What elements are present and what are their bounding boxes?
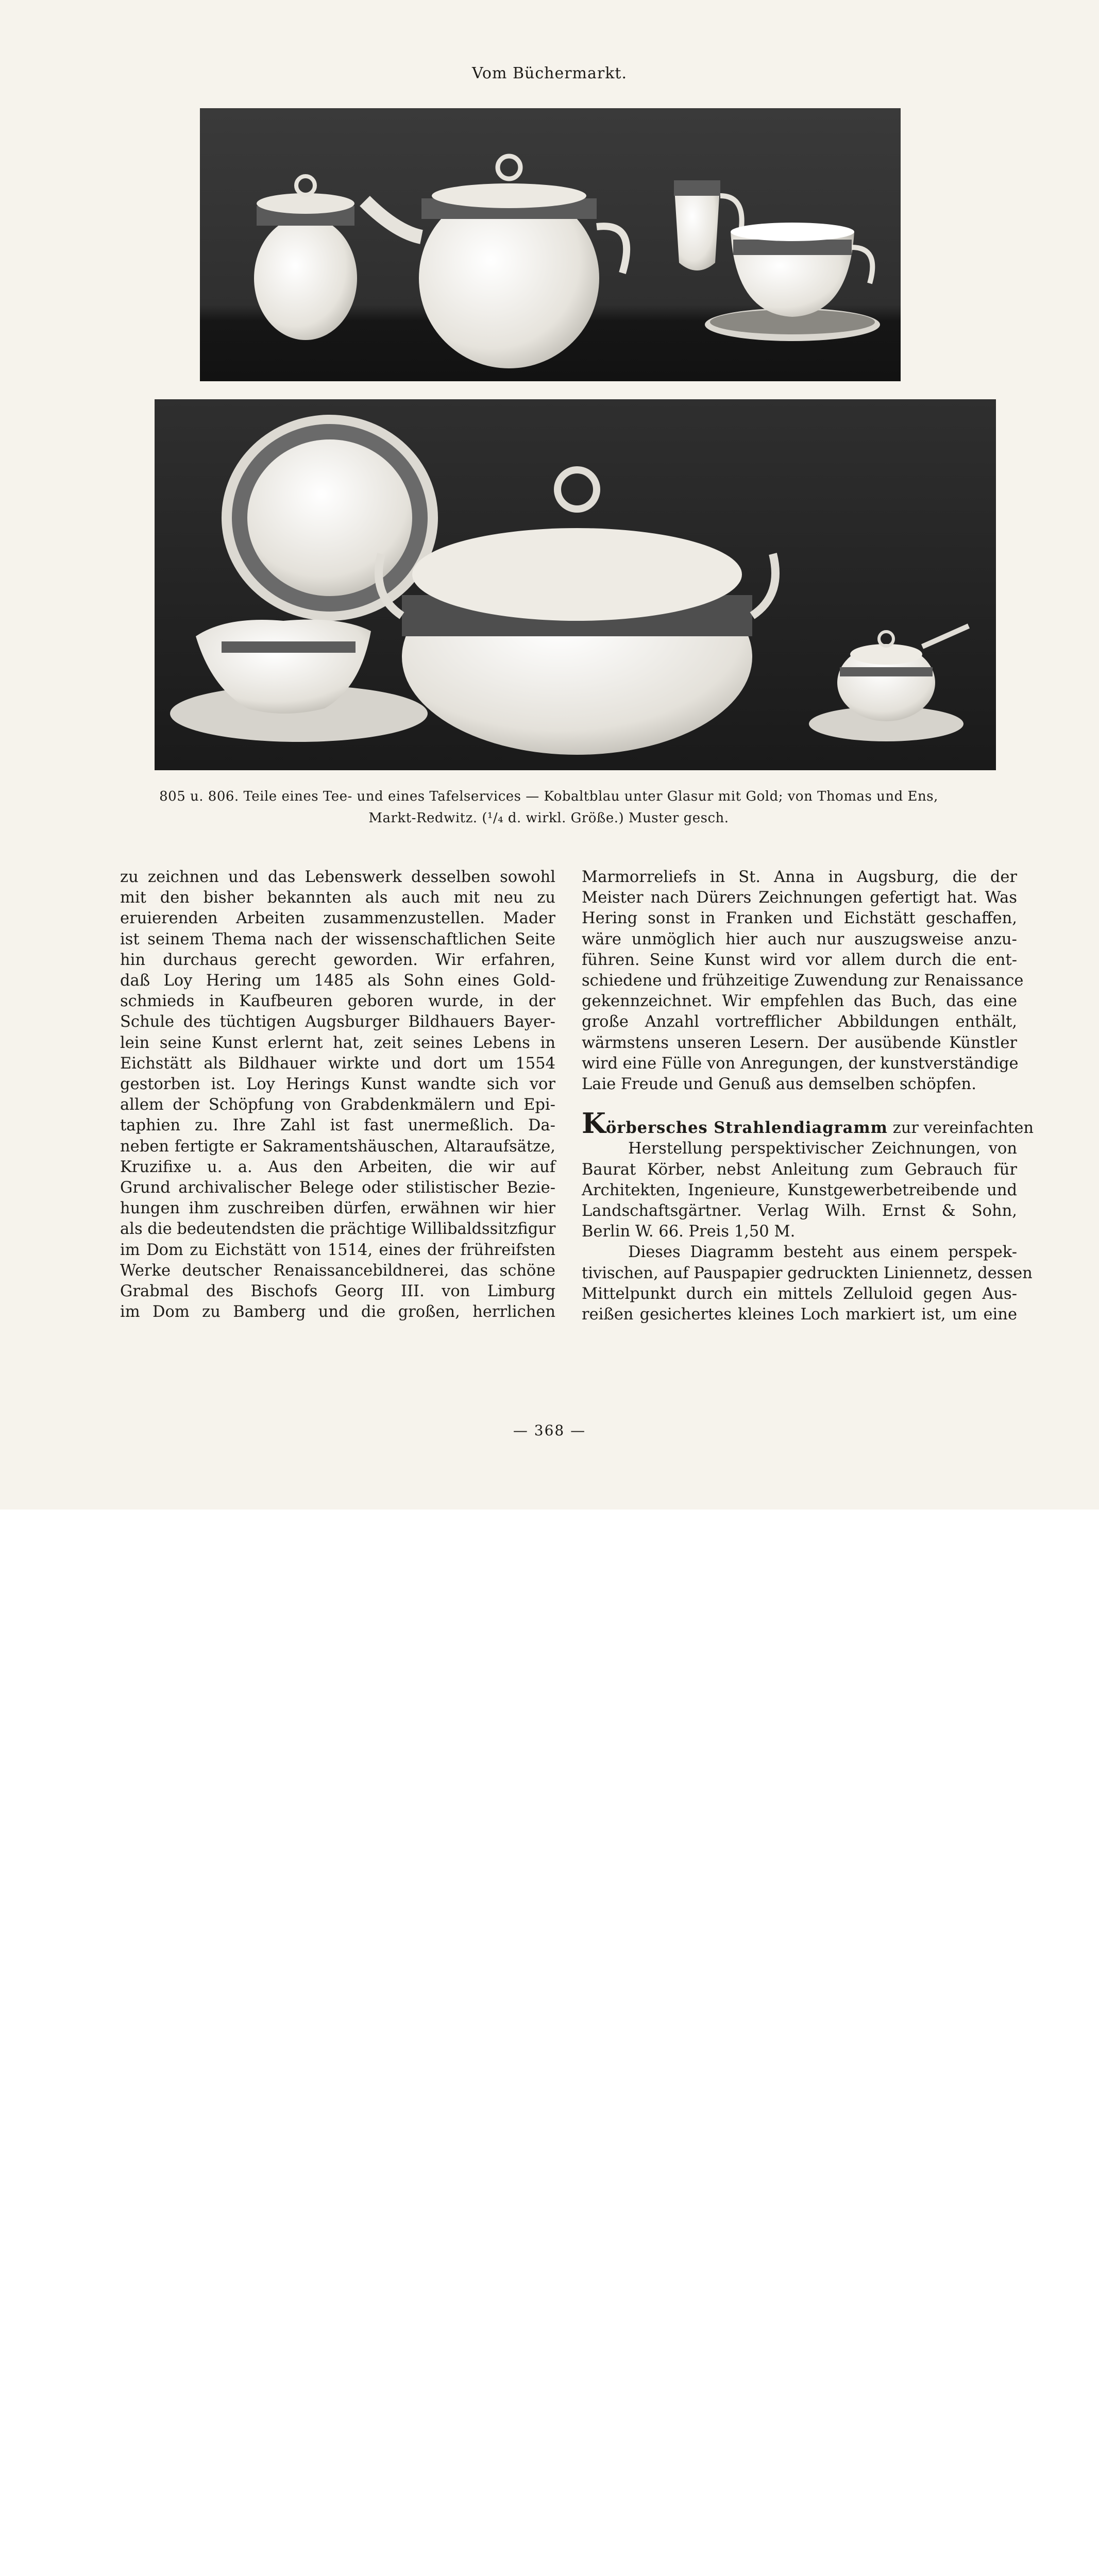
text-line: gekennzeichnet. Wir empfehlen das Buch, das eine: [582, 992, 1017, 1011]
text-line: eruierenden Arbeiten zusammenzustellen. Mader: [120, 909, 555, 928]
running-header: Vom Büchermarkt.: [472, 64, 627, 82]
review-heading: örbersches Strahlendiagramm: [605, 1118, 888, 1138]
text-line: im Dom zu Eichstätt von 1514, eines der frühreifsten: [120, 1241, 555, 1259]
text-line: Werke deutscher Renaissancebildnerei, das schöne: [120, 1261, 555, 1280]
text-line: Grabmal des Bischofs Georg III. von Limburg: [120, 1282, 555, 1301]
text-line: schmieds in Kaufbeuren geboren wurde, in der: [120, 992, 555, 1011]
text-line: schiedene und frühzeitige Zuwendung zur Renaissance: [582, 972, 1024, 990]
text-line: Dieses Diagramm besteht aus einem perspek-: [628, 1243, 1017, 1262]
text-line: Herstellung perspektivischer Zeichnungen, von: [628, 1140, 1017, 1158]
drop-cap: K: [582, 1107, 606, 1140]
text-line: gestorben ist. Loy Herings Kunst wandte sich vor: [120, 1075, 555, 1094]
digitization-footer: [0, 1510, 1099, 1611]
text-line: daß Loy Hering um 1485 als Sohn eines Gold-: [120, 972, 555, 990]
text-line: große Anzahl vortrefflicher Abbildungen enthält,: [582, 1013, 1017, 1031]
text-line: Baurat Körber, nebst Anleitung zum Gebrauch für: [582, 1160, 1017, 1179]
dinner-service-photo: [155, 399, 996, 770]
text-line: Meister nach Dürers Zeichnungen gefertigt hat. Was: [582, 889, 1017, 907]
text-line: lein seine Kunst erlernt hat, zeit seines Lebens in: [120, 1033, 555, 1052]
text-line: hin durchaus gerecht geworden. Wir erfahren,: [120, 951, 555, 969]
text-line: wäre unmöglich hier auch nur auszugsweise anzu-: [582, 930, 1017, 948]
caption-line-1: 805 u. 806. Teile eines Tee- und eines Tafelservices — Kobaltblau unter Glasur mit Gold; von Thomas und Ens,: [159, 789, 938, 804]
text-line: reißen gesichertes kleines Loch markiert ist, um eine: [582, 1306, 1017, 1324]
text-line: Hering sonst in Franken und Eichstätt geschaffen,: [582, 909, 1017, 928]
text-line: Berlin W. 66. Preis 1,50 M.: [582, 1223, 796, 1241]
figure-caption: [77, 786, 1020, 829]
text-line: Grund archivalischer Belege oder stilistischer Bezie-: [120, 1179, 555, 1197]
review-heading-line: [582, 1107, 1034, 1140]
text-line: zur vereinfachten: [887, 1119, 1034, 1138]
text-line: Mittelpunkt durch ein mittels Zelluloid gegen Aus-: [582, 1284, 1017, 1303]
text-line: wird eine Fülle von Anregungen, der kunstverständige: [582, 1054, 1019, 1073]
text-line: taphien zu. Ihre Zahl ist fast unermeßlich. Da-: [120, 1116, 555, 1135]
text-line: im Dom zu Bamberg und die großen, herrlichen: [120, 1303, 555, 1321]
text-line: zu zeichnen und das Lebenswerk desselben sowohl: [120, 868, 555, 886]
text-line: tivischen, auf Pauspapier gedruckten Liniennetz, dessen: [582, 1264, 1033, 1282]
text-line: Architekten, Ingenieure, Kunstgewerbetreibende und: [582, 1181, 1017, 1199]
text-line: Kruzifixe u. a. Aus den Arbeiten, die wir auf: [120, 1158, 555, 1176]
text-line: ist seinem Thema nach der wissenschaftlichen Seite: [120, 930, 555, 948]
text-line: als die bedeutendsten die prächtige Willibaldssitzfigur: [120, 1220, 556, 1239]
caption-line-2: Markt-Redwitz. (¹/₄ d. wirkl. Größe.) Muster gesch.: [368, 810, 729, 826]
text-column-right: [582, 867, 1034, 1325]
text-line: hungen ihm zuschreiben dürfen, erwähnen wir hier: [120, 1199, 555, 1218]
text-line: neben fertigte er Sakramentshäuschen, Altaraufsätze,: [120, 1137, 555, 1156]
text-line: wärmstens unseren Lesern. Der ausübende Künstler: [582, 1033, 1017, 1052]
text-line: allem der Schöpfung von Grabdenkmälern und Epi-: [120, 1096, 555, 1114]
text-line: Laie Freude und Genuß aus demselben schöpfen.: [582, 1075, 976, 1094]
text-column-left: [120, 867, 555, 1323]
text-line: Eichstätt als Bildhauer wirkte und dort um 1554: [120, 1054, 555, 1073]
text-line: Schule des tüchtigen Augsburger Bildhauers Bayer-: [120, 1013, 555, 1031]
tea-service-photo: [200, 108, 901, 381]
text-line: führen. Seine Kunst wird vor allem durch die ent-: [582, 951, 1017, 969]
page-number: — 368 —: [513, 1422, 586, 1439]
text-line: mit den bisher bekannten als auch mit neu zu: [120, 889, 555, 907]
text-line: Marmorreliefs in St. Anna in Augsburg, die der: [582, 868, 1017, 886]
text-line: Landschaftsgärtner. Verlag Wilh. Ernst & Sohn,: [582, 1202, 1017, 1221]
